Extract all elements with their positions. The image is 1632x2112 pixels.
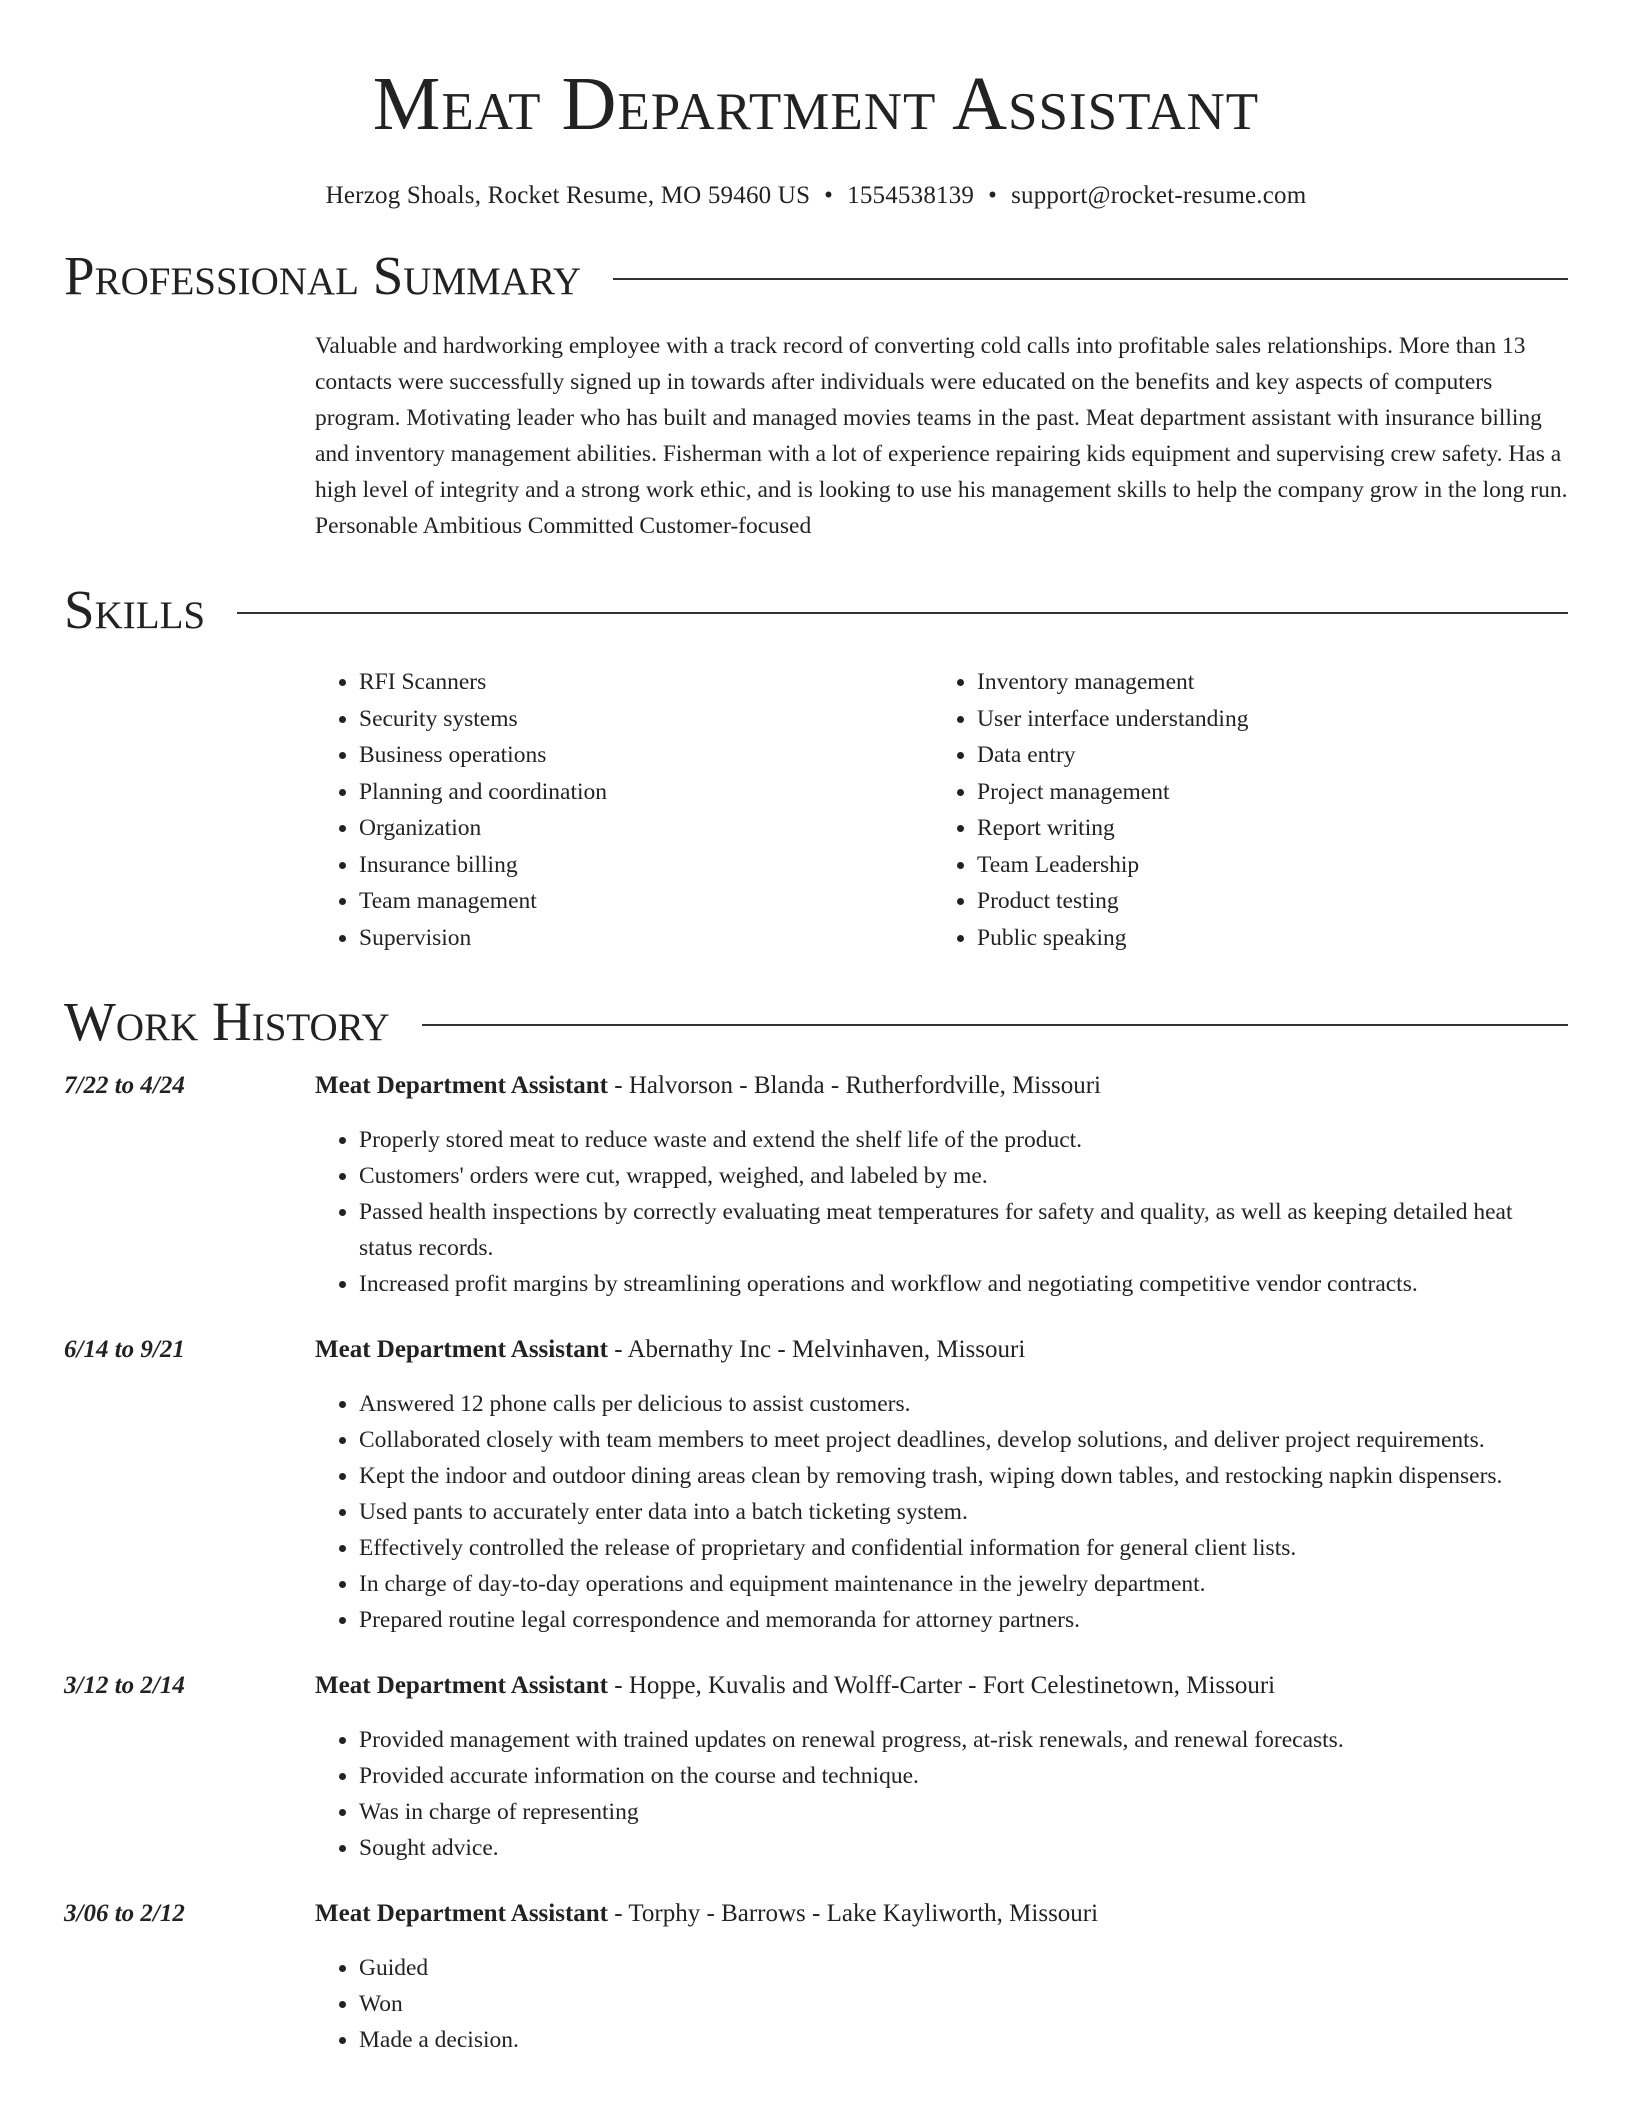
job-bullet: • Guided <box>359 1950 1568 1986</box>
job-bullet: • Customers' orders were cut, wrapped, weighed, and labeled by me. <box>359 1158 1568 1194</box>
skills-column-right <box>933 664 1551 956</box>
job-entry <box>64 1332 1568 1638</box>
job-bullet: • Effectively controlled the release of proprietary and confidential information for general client lists. <box>359 1530 1568 1566</box>
skill-item: • Security systems <box>359 701 933 738</box>
job-bullet: • In charge of day-to-day operations and equipment maintenance in the jewelry department. <box>359 1566 1568 1602</box>
skill-item: • Product testing <box>977 883 1551 920</box>
job-bullet: • Won <box>359 1986 1568 2022</box>
contact-phone: 1554538139 <box>847 182 975 209</box>
contact-address: Herzog Shoals, Rocket Resume, MO 59460 US <box>325 182 811 209</box>
skills-heading: Skills <box>64 579 206 640</box>
job-entry <box>64 1068 1568 1302</box>
work-heading: Work History <box>64 991 390 1052</box>
job-bullets <box>315 1386 1568 1638</box>
skill-item: • RFI Scanners <box>359 664 933 701</box>
skills-list <box>315 664 1568 956</box>
job-employer: - Torphy - Barrows - Lake Kayliworth, Missouri <box>608 1900 1099 1927</box>
job-dates: 3/06 to 2/12 <box>64 1900 185 1927</box>
job-dates: 7/22 to 4/24 <box>64 1072 185 1099</box>
job-bullet: • Increased profit margins by streamlining operations and workflow and negotiating competitive vendor contracts. <box>359 1266 1568 1302</box>
contact-separator: • <box>988 182 998 209</box>
job-bullets <box>315 1722 1568 1866</box>
job-bullet: • Collaborated closely with team members to meet project deadlines, develop solutions, and deliver project requirements. <box>359 1422 1568 1458</box>
skill-item: • Planning and coordination <box>359 774 933 811</box>
skill-item: • Business operations <box>359 737 933 774</box>
skills-section-header <box>64 578 1568 642</box>
skill-item: • Data entry <box>977 737 1551 774</box>
job-employer: - Hoppe, Kuvalis and Wolff-Carter - Fort Celestinetown, Missouri <box>608 1672 1276 1699</box>
job-dates: 3/12 to 2/14 <box>64 1672 185 1699</box>
job-bullet: • Answered 12 phone calls per delicious to assist customers. <box>359 1386 1568 1422</box>
skill-item: • Project management <box>977 774 1551 811</box>
job-content <box>315 1068 1568 1302</box>
job-title: Meat Department Assistant <box>315 1672 609 1699</box>
skills-column-left <box>315 664 933 956</box>
summary-text: Valuable and hardworking employee with a track record of converting cold calls into profitable sales relationships. More than 13 contacts were successfully signed up in towards after individuals were educated on the benefits and key aspects of computers program. Motivating leader who has built and managed movies teams in the past. Meat department assistant with insurance billing and inventory management abilities. Fisherman with a lot of experience repairing kids equipment and supervising crew safety. Has a high level of integrity and a strong work ethic, and is looking to use his management skills to help the company grow in the long run. Personable Ambitious Committed Customer-focused <box>315 333 1568 539</box>
job-entry <box>64 1668 1568 1866</box>
skill-item: • Team management <box>359 883 933 920</box>
job-content <box>315 1668 1568 1866</box>
job-header <box>315 1896 1568 1932</box>
job-bullet: • Passed health inspections by correctly evaluating meat temperatures for safety and quality, as well as keeping detailed heat status records. <box>359 1194 1568 1266</box>
job-bullet: • Kept the indoor and outdoor dining areas clean by removing trash, wiping down tables, and restocking napkin dispensers. <box>359 1458 1568 1494</box>
job-header <box>315 1068 1568 1104</box>
job-dates: 6/14 to 9/21 <box>64 1336 185 1363</box>
job-bullet: • Sought advice. <box>359 1830 1568 1866</box>
skill-item: • Supervision <box>359 920 933 957</box>
section-divider <box>237 612 1568 614</box>
page-title: Meat Department Assistant <box>372 62 1260 146</box>
job-bullet: • Properly stored meat to reduce waste and extend the shelf life of the product. <box>359 1122 1568 1158</box>
job-bullets <box>315 1122 1568 1302</box>
job-bullets <box>315 1950 1568 2058</box>
skill-item: • Public speaking <box>977 920 1551 957</box>
job-header <box>315 1668 1568 1704</box>
skill-item: • User interface understanding <box>977 701 1551 738</box>
job-content <box>315 1896 1568 2058</box>
skill-item: • Organization <box>359 810 933 847</box>
job-bullet: • Used pants to accurately enter data into a batch ticketing system. <box>359 1494 1568 1530</box>
job-employer: - Halvorson - Blanda - Rutherfordville, Missouri <box>608 1072 1101 1099</box>
skill-item: • Inventory management <box>977 664 1551 701</box>
job-bullet: • Made a decision. <box>359 2022 1568 2058</box>
job-bullet: • Provided management with trained updates on renewal progress, at-risk renewals, and renewal forecasts. <box>359 1722 1568 1758</box>
section-divider <box>613 278 1568 280</box>
job-bullet: • Provided accurate information on the course and technique. <box>359 1758 1568 1794</box>
skill-item: • Report writing <box>977 810 1551 847</box>
job-content <box>315 1332 1568 1638</box>
job-bullet: • Prepared routine legal correspondence and memoranda for attorney partners. <box>359 1602 1568 1638</box>
skill-item: • Team Leadership <box>977 847 1551 884</box>
job-header <box>315 1332 1568 1368</box>
contact-line <box>64 182 1568 210</box>
work-section-header <box>64 990 1568 1054</box>
job-bullet: • Was in charge of representing <box>359 1794 1568 1830</box>
summary-section-header <box>64 244 1568 308</box>
contact-separator: • <box>824 182 834 209</box>
section-divider <box>422 1024 1568 1026</box>
skill-item: • Insurance billing <box>359 847 933 884</box>
summary-heading: Professional Summary <box>64 245 582 306</box>
job-employer: - Abernathy Inc - Melvinhaven, Missouri <box>608 1336 1026 1363</box>
job-title: Meat Department Assistant <box>315 1336 609 1363</box>
job-title: Meat Department Assistant <box>315 1072 609 1099</box>
job-title: Meat Department Assistant <box>315 1900 609 1927</box>
contact-email: support@rocket-resume.com <box>1011 182 1307 209</box>
job-entry <box>64 1896 1568 2058</box>
